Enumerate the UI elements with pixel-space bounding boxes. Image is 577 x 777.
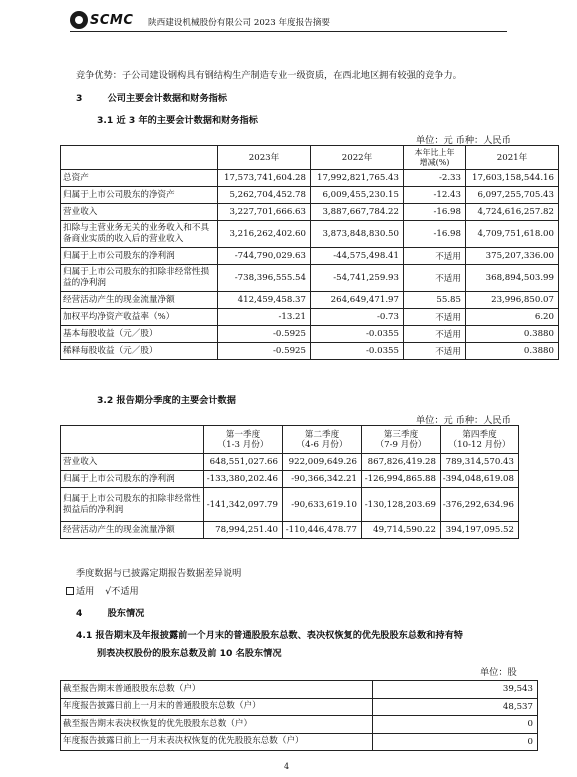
value-cell: -394,048,619.08	[441, 471, 519, 488]
table-row	[61, 681, 538, 699]
value-cell: 375,207,336.00	[466, 248, 559, 265]
value-cell: 648,551,027.66	[204, 454, 283, 471]
section-3-1-heading: 3.1 近 3 年的主要会计数据和财务指标	[97, 115, 258, 126]
page-header	[70, 10, 507, 32]
financial-data-table	[60, 145, 559, 360]
table-row	[61, 716, 538, 734]
row-label: 营业收入	[61, 454, 204, 471]
table-row	[61, 488, 519, 522]
value-cell: 6,009,455,230.15	[311, 187, 404, 204]
value-cell: 0	[373, 733, 538, 751]
row-label: 经营活动产生的现金流量净额	[61, 292, 218, 309]
value-cell: 6,097,255,705.43	[466, 187, 559, 204]
value-cell: -0.5925	[218, 326, 311, 343]
value-cell: 3,887,667,784.22	[311, 204, 404, 221]
table-row	[61, 733, 538, 751]
table1-header-cell: 本年比上年 增减(%)	[404, 146, 466, 170]
table1-header-cell	[61, 146, 218, 170]
section-3-2-heading: 3.2 报告期分季度的主要会计数据	[97, 395, 236, 406]
table-row	[61, 698, 538, 716]
shareholder-count-table	[60, 680, 538, 751]
table2-header-cell: 第二季度 （4-6 月份）	[283, 426, 362, 454]
value-cell: -44,575,498.41	[311, 248, 404, 265]
table-row	[61, 522, 519, 539]
value-cell: 0.3880	[466, 343, 559, 360]
value-cell: -0.73	[311, 309, 404, 326]
section-3-number: 3	[76, 93, 83, 104]
row-label: 归属于上市公司股东的净利润	[61, 471, 204, 488]
value-cell: -126,994,865.88	[362, 471, 441, 488]
value-cell: 不适用	[404, 309, 466, 326]
table2-unit: 单位：元 币种：人民币	[416, 415, 511, 426]
row-label: 总资产	[61, 170, 218, 187]
value-cell: -12.43	[404, 187, 466, 204]
value-cell: 4,724,616,257.82	[466, 204, 559, 221]
section-3-title: 公司主要会计数据和财务指标	[107, 93, 228, 104]
logo-gear-icon	[70, 11, 88, 29]
value-cell: 78,994,251.40	[204, 522, 283, 539]
value-cell: 394,197,095.52	[441, 522, 519, 539]
table1-unit: 单位：元 币种：人民币	[416, 135, 511, 146]
value-cell: 39,543	[373, 681, 538, 699]
value-cell: 6.20	[466, 309, 559, 326]
table2-header-cell	[61, 426, 204, 454]
table2-header-cell: 第一季度 （1-3 月份）	[204, 426, 283, 454]
row-label: 截至报告期末表决权恢复的优先股股东总数（户）	[61, 716, 373, 734]
value-cell: 412,459,458.37	[218, 292, 311, 309]
row-label: 截至报告期末普通股股东总数（户）	[61, 681, 373, 699]
header-title: 陕西建设机械股份有限公司 2023 年度报告摘要	[148, 18, 331, 28]
table-row	[61, 343, 559, 360]
row-label: 加权平均净资产收益率（%）	[61, 309, 218, 326]
value-cell: 49,714,590.22	[362, 522, 441, 539]
row-label: 基本每股收益（元／股）	[61, 326, 218, 343]
table-row	[61, 170, 559, 187]
section-4-1-heading-line2: 别表决权股份的股东总数及前 10 名股东情况	[97, 648, 282, 659]
table-row	[61, 221, 559, 248]
value-cell: 4,709,751,618.00	[466, 221, 559, 248]
value-cell: -16.98	[404, 204, 466, 221]
row-label: 年度报告披露日前上一月末表决权恢复的优先股股东总数（户）	[61, 733, 373, 751]
row-label: 归属于上市公司股东的净资产	[61, 187, 218, 204]
section-3-heading	[76, 90, 227, 104]
value-cell: -90,633,619.10	[283, 488, 362, 522]
row-label: 扣除与主营业务无关的业务收入和不具备商业实质的收入后的营业收入	[61, 221, 218, 248]
table-row	[61, 248, 559, 265]
value-cell: 不适用	[404, 248, 466, 265]
value-cell: -16.98	[404, 221, 466, 248]
page-number: 4	[284, 762, 290, 771]
row-label: 营业收入	[61, 204, 218, 221]
value-cell: -0.0355	[311, 326, 404, 343]
value-cell: -133,380,202.46	[204, 471, 283, 488]
row-label: 年度报告披露日前上一月末的普通股股东总数（户）	[61, 698, 373, 716]
row-label: 归属于上市公司股东的净利润	[61, 248, 218, 265]
value-cell: 17,603,158,544.16	[466, 170, 559, 187]
section-4-title: 股东情况	[107, 608, 145, 619]
value-cell: 17,573,741,604.28	[218, 170, 311, 187]
value-cell: -0.5925	[218, 343, 311, 360]
section-4-heading	[76, 605, 144, 619]
value-cell: -376,292,634.96	[441, 488, 519, 522]
value-cell: -738,396,555.54	[218, 265, 311, 292]
table1-header-row	[61, 146, 559, 170]
checkbox-icon	[66, 587, 74, 595]
row-label: 经营活动产生的现金流量净额	[61, 522, 204, 539]
table1-header-cell: 2021年	[466, 146, 559, 170]
value-cell: -54,741,259.93	[311, 265, 404, 292]
check-mark-icon: √	[105, 586, 112, 597]
table2-header-row	[61, 426, 519, 454]
value-cell: 368,894,503.99	[466, 265, 559, 292]
table2-header-cell: 第三季度 （7-9 月份）	[362, 426, 441, 454]
table1-header-cell: 2022年	[311, 146, 404, 170]
section-4-1-heading-line1: 4.1 报告期末及年报披露前一个月末的普通股股东总数、表决权恢复的优先股股东总数和持有特	[76, 630, 463, 641]
value-cell: 0	[373, 716, 538, 734]
value-cell: 23,996,850.07	[466, 292, 559, 309]
value-cell: -0.0355	[311, 343, 404, 360]
value-cell: 3,873,848,830.50	[311, 221, 404, 248]
row-label: 稀释每股收益（元／股）	[61, 343, 218, 360]
value-cell: 不适用	[404, 326, 466, 343]
company-logo	[70, 10, 133, 30]
quarter-options	[66, 583, 139, 597]
table-row	[61, 265, 559, 292]
value-cell: 264,649,471.97	[311, 292, 404, 309]
value-cell: -13.21	[218, 309, 311, 326]
section-4-number: 4	[76, 608, 83, 619]
value-cell: 55.85	[404, 292, 466, 309]
table1-header-cell: 2023年	[218, 146, 311, 170]
value-cell: 3,227,701,666.63	[218, 204, 311, 221]
table2-header-cell: 第四季度 （10-12 月份）	[441, 426, 519, 454]
row-label: 归属于上市公司股东的扣除非经常性损益后的净利润	[61, 488, 204, 522]
value-cell: -110,446,478.77	[283, 522, 362, 539]
option-not-applicable: 不适用	[111, 586, 139, 597]
intro-paragraph: 竞争优势：子公司建设钢构具有钢结构生产制造专业一级资质，在西北地区拥有较强的竞争力。	[76, 70, 462, 81]
value-cell: 17,992,821,765.43	[311, 170, 404, 187]
table-row	[61, 471, 519, 488]
value-cell: 789,314,570.43	[441, 454, 519, 471]
value-cell: -90,366,342.21	[283, 471, 362, 488]
value-cell: 48,537	[373, 698, 538, 716]
value-cell: 0.3880	[466, 326, 559, 343]
table-row	[61, 326, 559, 343]
table-row	[61, 204, 559, 221]
quarterly-data-table	[60, 425, 519, 539]
value-cell: 3,216,262,402.60	[218, 221, 311, 248]
value-cell: -141,342,097.79	[204, 488, 283, 522]
value-cell: 922,009,649.26	[283, 454, 362, 471]
value-cell: 5,262,704,452.78	[218, 187, 311, 204]
value-cell: 不适用	[404, 265, 466, 292]
option-applicable: 适用	[76, 586, 95, 597]
value-cell: 867,826,419.28	[362, 454, 441, 471]
value-cell: -2.33	[404, 170, 466, 187]
table-row	[61, 187, 559, 204]
row-label: 归属于上市公司股东的扣除非经常性损益的净利润	[61, 265, 218, 292]
table3-unit: 单位：股	[480, 667, 517, 678]
value-cell: -130,128,203.69	[362, 488, 441, 522]
table-row	[61, 292, 559, 309]
quarter-difference-note: 季度数据与已披露定期报告数据差异说明	[76, 568, 242, 579]
logo-text: SCMC	[90, 12, 134, 28]
table-row	[61, 454, 519, 471]
value-cell: -744,790,029.63	[218, 248, 311, 265]
value-cell: 不适用	[404, 343, 466, 360]
table-row	[61, 309, 559, 326]
